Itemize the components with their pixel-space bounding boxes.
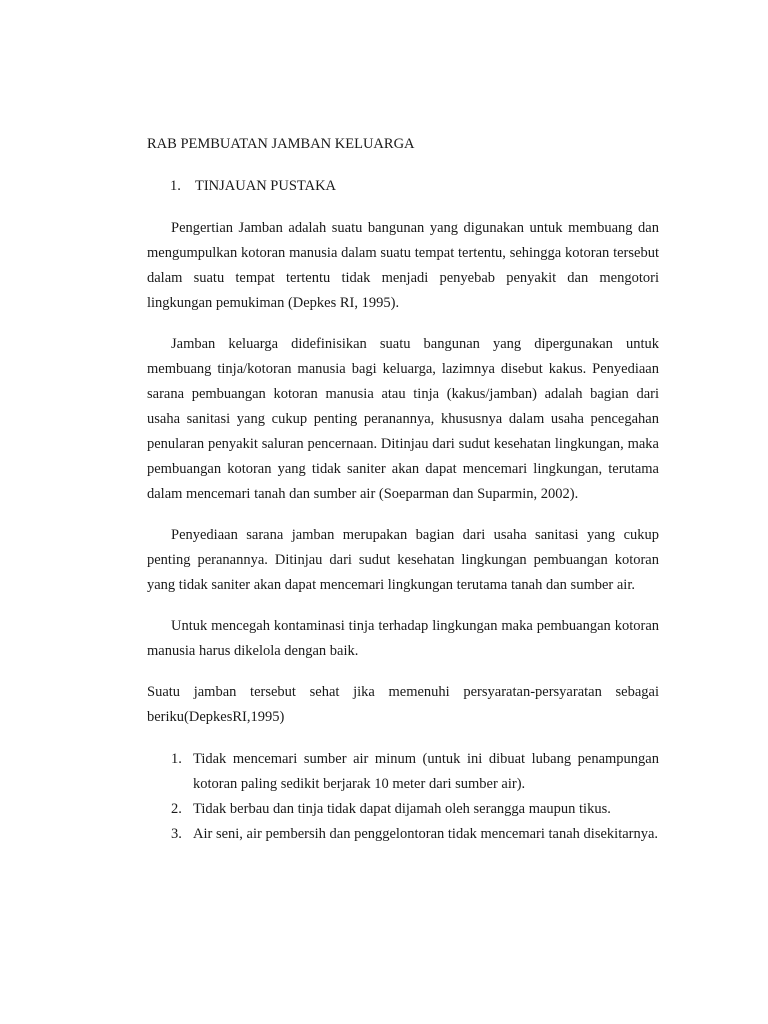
list-item-text: Tidak berbau dan tinja tidak dapat dijamah oleh serangga maupun tikus. [193, 801, 611, 817]
section-heading-text: TINJAUAN PUSTAKA [195, 178, 337, 194]
list-item [147, 797, 659, 822]
document-title: RAB PEMBUATAN JAMBAN KELUARGA [147, 136, 415, 152]
list-item-number: 2. [171, 801, 182, 817]
requirements-list [147, 747, 659, 847]
list-item [147, 822, 659, 847]
paragraph-contamination: Untuk mencegah kontaminasi tinja terhadap lingkungan maka pembuangan kotoran manusia harus dikelola dengan baik. [147, 618, 659, 659]
section-heading [147, 174, 659, 199]
paragraph-definition: Pengertian Jamban adalah suatu bangunan yang digunakan untuk membuang dan mengumpulkan kotoran manusia dalam suatu tempat tertentu, sehingga kotoran tersebut dalam suatu tempat tertentu tidak menjadi penyebab penyakit dan mengotori lingkungan pemukiman (Depkes RI, 1995). [147, 220, 659, 311]
list-item-number: 1. [171, 751, 182, 767]
document-page [147, 132, 659, 847]
list-item-number: 3. [171, 826, 182, 842]
paragraph-requirements-intro: Suatu jamban tersebut sehat jika memenuhi persyaratan-persyaratan sebagai beriku(DepkesRI,1995) [147, 684, 659, 725]
paragraph-sanitation: Penyediaan sarana jamban merupakan bagian dari usaha sanitasi yang cukup penting peranannya. Ditinjau dari sudut kesehatan lingkungan pembuangan kotoran yang tidak saniter akan dapat mencemari lingkungan terutama tanah dan sumber air. [147, 527, 659, 593]
list-item-text: Air seni, air pembersih dan penggelontoran tidak mencemari tanah disekitarnya. [193, 826, 659, 842]
paragraph-family-latrine: Jamban keluarga didefinisikan suatu bangunan yang dipergunakan untuk membuang tinja/kotoran manusia bagi keluarga, lazimnya disebut kakus. Penyediaan sarana pembuangan kotoran manusia atau tinja (kakus/jamban) adalah bagian dari usaha sanitasi yang cukup penting peranannya, khususnya dalam usaha pencegahan penularan penyakit saluran pencernaan. Ditinjau dari sudut kesehatan lingkungan, maka pembuangan kotoran yang tidak saniter akan dapat mencemari lingkungan, terutama dalam mencemari tanah dan sumber air (Soeparman dan Suparmin, 2002). [147, 336, 659, 502]
section-number: 1. [170, 178, 181, 194]
list-item [147, 747, 659, 797]
list-item-text: Tidak mencemari sumber air minum (untuk ini dibuat lubang penampungan kotoran paling sedikit berjarak 10 meter dari sumber air). [193, 751, 659, 792]
